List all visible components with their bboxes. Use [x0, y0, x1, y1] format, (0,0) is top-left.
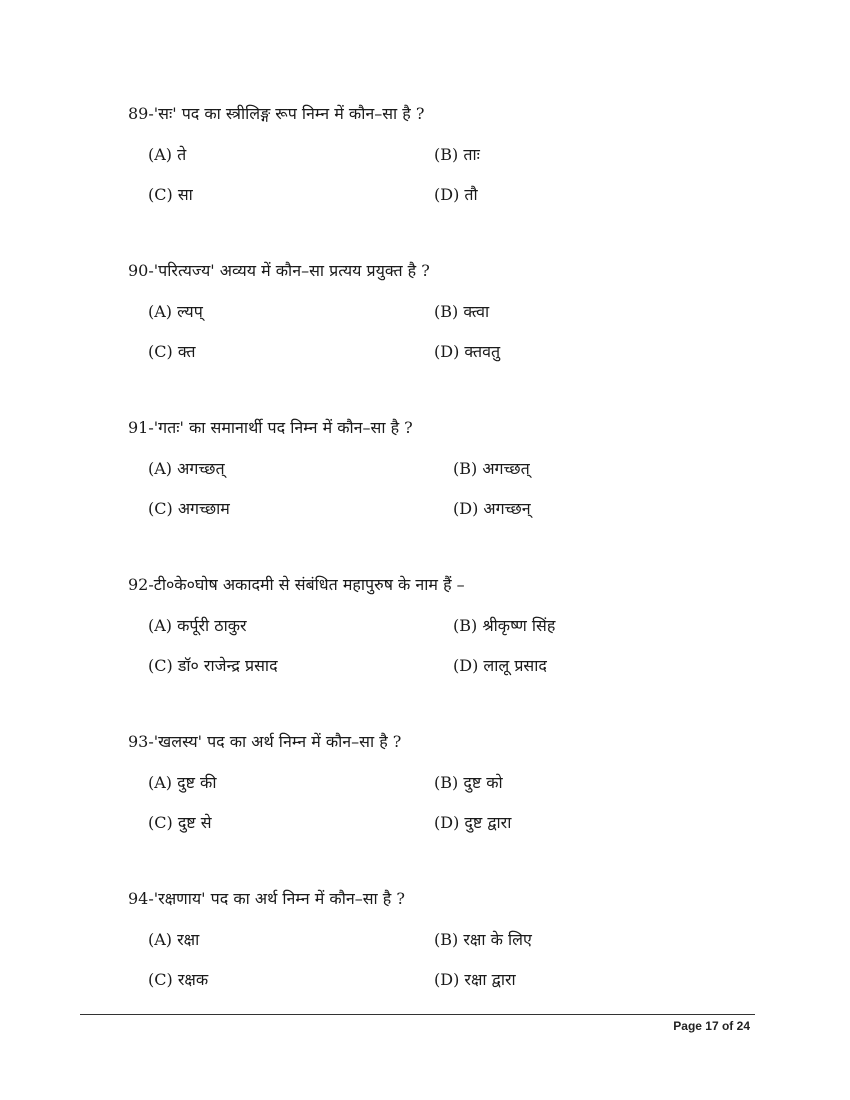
- question-text: 'सः' पद का स्त्रीलिङ्ग रूप निम्न में कौन–सा है ?: [153, 104, 425, 123]
- option-c: (C) दुष्ट से: [148, 813, 212, 832]
- option-a: (A) रक्षा: [148, 930, 200, 949]
- option-c: (C) डॉ० राजेन्द्र प्रसाद: [148, 656, 278, 675]
- option-b: (B) ताः: [434, 145, 480, 164]
- option-c: (C) क्त: [148, 342, 196, 361]
- option-a: (A) दुष्ट की: [148, 773, 217, 792]
- question-90: [128, 261, 768, 361]
- question-number: 90-: [128, 261, 154, 280]
- footer-divider: [80, 1014, 755, 1015]
- option-c: (C) रक्षक: [148, 970, 209, 989]
- option-d: (D) अगच्छन्: [453, 499, 531, 518]
- option-d: (D) लालू प्रसाद: [453, 656, 547, 675]
- option-b: (B) अगच्छत्: [453, 459, 530, 478]
- option-c: (C) अगच्छाम: [148, 499, 230, 518]
- page-number: Page 17 of 24: [673, 1019, 750, 1033]
- question-number: 92-: [128, 575, 154, 594]
- question-text: टी०के०घोष अकादमी से संबंधित महापुरुष के नाम हैं –: [153, 575, 465, 594]
- question-text: 'खलस्य' पद का अर्थ निम्न में कौन–सा है ?: [153, 732, 402, 751]
- option-a: (A) ल्यप्: [148, 302, 203, 321]
- option-c: (C) सा: [148, 185, 193, 204]
- question-text: 'गतः' का समानार्थी पद निम्न में कौन–सा है ?: [153, 418, 413, 437]
- option-d: (D) तौ: [434, 185, 478, 204]
- question-number: 91-: [128, 418, 154, 437]
- option-b: (B) श्रीकृष्ण सिंह: [453, 616, 556, 635]
- question-number: 94-: [128, 889, 154, 908]
- question-92: [128, 575, 768, 675]
- option-a: (A) कर्पूरी ठाकुर: [148, 616, 247, 635]
- question-94: [128, 889, 768, 989]
- option-a: (A) ते: [148, 145, 187, 164]
- question-93: [128, 732, 768, 832]
- question-text: 'परित्यज्य' अव्यय में कौन–सा प्रत्यय प्रयुक्त है ?: [153, 261, 430, 280]
- option-d: (D) दुष्ट द्वारा: [434, 813, 512, 832]
- question-text: 'रक्षणाय' पद का अर्थ निम्न में कौन–सा है ?: [153, 889, 405, 908]
- question-number: 93-: [128, 732, 154, 751]
- option-a: (A) अगच्छत्: [148, 459, 225, 478]
- question-number: 89-: [128, 104, 154, 123]
- option-b: (B) क्त्वा: [434, 302, 490, 321]
- option-b: (B) रक्षा के लिए: [434, 930, 532, 949]
- question-91: [128, 418, 768, 518]
- option-b: (B) दुष्ट को: [434, 773, 503, 792]
- question-89: [128, 104, 768, 204]
- option-d: (D) क्तवतु: [434, 342, 501, 361]
- option-d: (D) रक्षा द्वारा: [434, 970, 516, 989]
